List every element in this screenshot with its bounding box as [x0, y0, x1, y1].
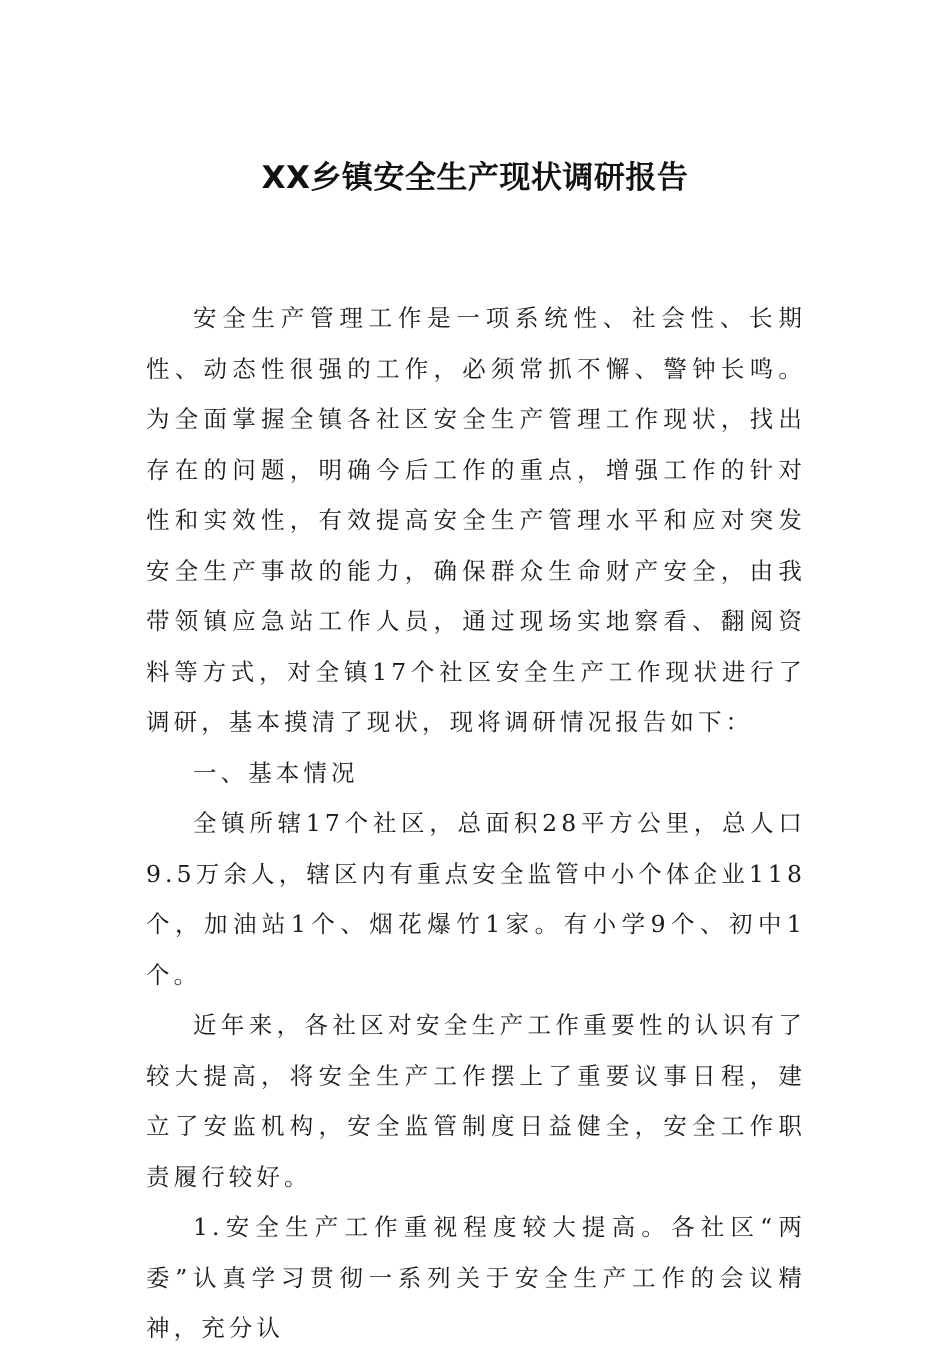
paragraph-point-1: 1.安全生产工作重视程度较大提高。各社区“两委”认真学习贯彻一系列关于安全生产工作的会议精神，充分认	[146, 1213, 806, 1342]
section-heading-basic-situation: 一、基本情况	[193, 758, 359, 787]
paragraph-recent-years: 近年来，各社区对安全生产工作重要性的认识有了较大提高，将安全生产工作摆上了重要议事日程，建立了安监机构，安全监管制度日益健全，安全工作职责履行较好。	[146, 1011, 806, 1191]
paragraph-intro: 安全生产管理工作是一项系统性、社会性、长期性、动态性很强的工作，必须常抓不懈、警钟长鸣。为全面掌握全镇各社区安全生产管理工作现状，找出存在的问题，明确今后工作的重点，增强工作的针对性和实效性，有效提高安全生产管理水平和应对突发安全生产事故的能力，确保群众生命财产安全，由我带领镇应急站工作人员，通过现场实地察看、翻阅资料等方式，对全镇17个社区安全生产工作现状进行了调研，基本摸清了现状，现将调研情况报告如下：	[146, 304, 806, 736]
paragraph-basic-facts: 全镇所辖17个社区，总面积28平方公里，总人口9.5万余人，辖区内有重点安全监管中小个体企业118个，加油站1个、烟花爆竹1家。有小学9个、初中1个。	[146, 809, 806, 989]
document-body	[146, 293, 806, 1354]
document-title: XX乡镇安全生产现状调研报告	[261, 160, 689, 196]
